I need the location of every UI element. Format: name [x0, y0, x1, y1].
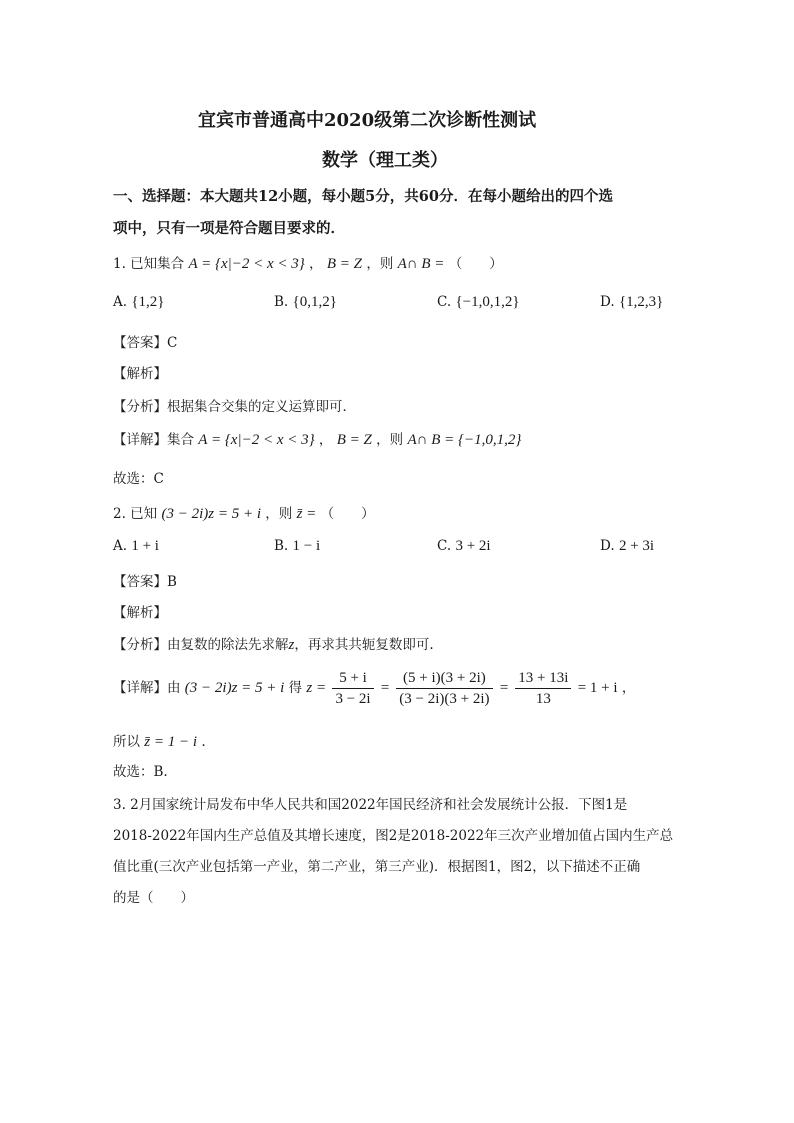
q2-result: = 1 + i: [577, 680, 618, 696]
q2-paren: （ ）: [320, 506, 375, 522]
q2-detail-tag: 【详解】: [113, 680, 167, 696]
q1-stem-prefix: 1. 已知集合: [113, 256, 185, 272]
q2-detail: [113, 668, 635, 709]
q3-line3: 值比重(三次产业包括第一产业，第二产业，第三产业)．根据图1，图2，以下描述不正确: [113, 859, 641, 875]
q2-analysis-z: z: [288, 637, 295, 653]
q2-option-d-value: 2 + 3i: [618, 538, 655, 554]
q1-stem-suffix: ，则: [366, 256, 394, 272]
q2-analysis: [113, 633, 434, 654]
q2-fraction-3-numerator: 13 + 13i: [515, 668, 571, 689]
q1-option-d: [600, 294, 663, 311]
q1-set-b: B = Z: [326, 256, 363, 272]
q1-option-d-value: {1,2,3}: [618, 294, 664, 310]
q2-stem-prefix: 2. 已知: [113, 506, 158, 522]
q1-detail-bz: B = Z: [336, 432, 372, 448]
q2-fraction-1-denominator: 3 − 2i: [335, 691, 371, 707]
q2-option-c: [437, 538, 491, 555]
q2-fraction-3: [515, 668, 571, 709]
q1-expr: A∩ B =: [397, 256, 445, 272]
q2-analysis-a: 由复数的除法先求解: [167, 637, 289, 653]
q1-option-d-label: D.: [600, 294, 615, 310]
q1-conclusion: 故选：C: [113, 471, 164, 487]
q1-option-c: [437, 294, 520, 311]
q2-analysis-b: ，再求其共轭复数即可.: [294, 637, 434, 653]
q1-option-b-value: {0,1,2}: [292, 294, 337, 310]
q2-answer-value: B: [167, 574, 177, 590]
q2-option-c-label: C.: [437, 538, 452, 554]
q2-stem: [113, 502, 375, 523]
q2-answer-tag: 【答案】: [113, 574, 167, 590]
q2-analysis-tag: 【分析】: [113, 637, 167, 653]
q1-set-a: A = {x|−2 < x < 3}: [188, 256, 305, 272]
q1-detail-c: ，则: [376, 432, 404, 448]
q1-option-a: [113, 294, 165, 311]
q2-jiexi: 【解析】: [113, 605, 167, 621]
q1-detail-result: A∩ B = {−1,0,1,2}: [407, 432, 522, 448]
q1-jiexi: 【解析】: [113, 366, 167, 382]
q2-conjugate: [113, 730, 206, 751]
q1-detail: [113, 428, 521, 449]
q2-fraction-2-numerator: (5 + i)(3 + 2i): [396, 668, 492, 689]
page-subtitle: 数学（理工类）: [322, 150, 448, 171]
q3-line4: 的是（ ）: [113, 890, 194, 906]
q1-answer-value: C: [167, 335, 178, 351]
q1-detail-b: ，: [318, 432, 333, 448]
q2-conjugate-eq: z̄ = 1 − i: [144, 734, 198, 750]
q3-line2: 2018-2022年国内生产总值及其增长速度，图2是2018-2022年三次产业增加值占国内生产总: [113, 828, 674, 844]
q2-conjugate-suoyi: 所以: [113, 734, 140, 750]
q2-option-a-value: 1 + i: [131, 538, 159, 554]
q1-option-a-value: {1,2}: [131, 294, 165, 310]
q1-option-a-label: A.: [113, 294, 128, 310]
q1-analysis: [113, 395, 356, 415]
q3-line1: 3. 2月国家统计局发布中华人民共和国2022年国民经济和社会发展统计公报．下图1是: [113, 797, 628, 813]
q2-detail-eq: (3 − 2i)z = 5 + i: [184, 680, 285, 696]
q1-detail-tag: 【详解】: [113, 432, 167, 448]
q2-equals-1: =: [379, 680, 390, 696]
section-heading-line2: 项中，只有一项是符合题目要求的．: [113, 220, 345, 237]
q1-analysis-tag: 【分析】: [113, 399, 167, 415]
q2-detail-de: 得: [288, 680, 303, 696]
q1-detail-set: A = {x|−2 < x < 3}: [198, 432, 315, 448]
section-heading-line1: 一、选择题：本大题共12小题，每小题5分，共60分．在每小题给出的四个选: [113, 188, 613, 205]
q2-detail-z: z =: [306, 680, 327, 696]
q2-equation: (3 − 2i)z = 5 + i: [161, 506, 261, 522]
q2-option-b: [274, 538, 320, 555]
q1-option-b: [274, 294, 337, 311]
q2-comma: ，: [621, 680, 636, 696]
page-title: 宜宾市普通高中2020级第二次诊断性测试: [198, 110, 537, 131]
q2-fraction-1-numerator: 5 + i: [332, 668, 373, 689]
q2-conjugate-dot: .: [201, 734, 206, 750]
q2-detail-a: 由: [167, 680, 181, 696]
q2-option-c-value: 3 + 2i: [455, 538, 491, 554]
q2-conclusion: 故选：B.: [113, 764, 168, 780]
q2-answer: [113, 570, 177, 590]
q1-option-b-label: B.: [274, 294, 289, 310]
q2-fraction-2: [396, 668, 492, 709]
q2-option-a: [113, 538, 159, 555]
q2-fraction-2-denominator: (3 − 2i)(3 + 2i): [399, 691, 490, 707]
q2-equals-2: =: [498, 680, 509, 696]
q2-fraction-1: [332, 668, 373, 709]
q2-option-b-label: B.: [274, 538, 289, 554]
q2-fraction-3-denominator: 13: [535, 691, 551, 707]
q2-option-a-label: A.: [113, 538, 128, 554]
q1-analysis-text: 根据集合交集的定义运算即可．: [167, 399, 356, 415]
q2-stem-mid: ，则: [265, 506, 293, 522]
q1-paren: （ ）: [448, 256, 503, 272]
q2-option-d: [600, 538, 654, 555]
q1-stem: [113, 252, 503, 273]
q1-option-c-value: {−1,0,1,2}: [455, 294, 520, 310]
q1-sep: ，: [309, 256, 323, 272]
q2-zbar: z̄ =: [296, 506, 317, 522]
q1-option-c-label: C.: [437, 294, 452, 310]
q1-answer-tag: 【答案】: [113, 335, 167, 351]
q1-answer: [113, 331, 177, 351]
q2-option-b-value: 1 − i: [292, 538, 321, 554]
q2-option-d-label: D.: [600, 538, 615, 554]
q1-detail-a: 集合: [167, 432, 194, 448]
